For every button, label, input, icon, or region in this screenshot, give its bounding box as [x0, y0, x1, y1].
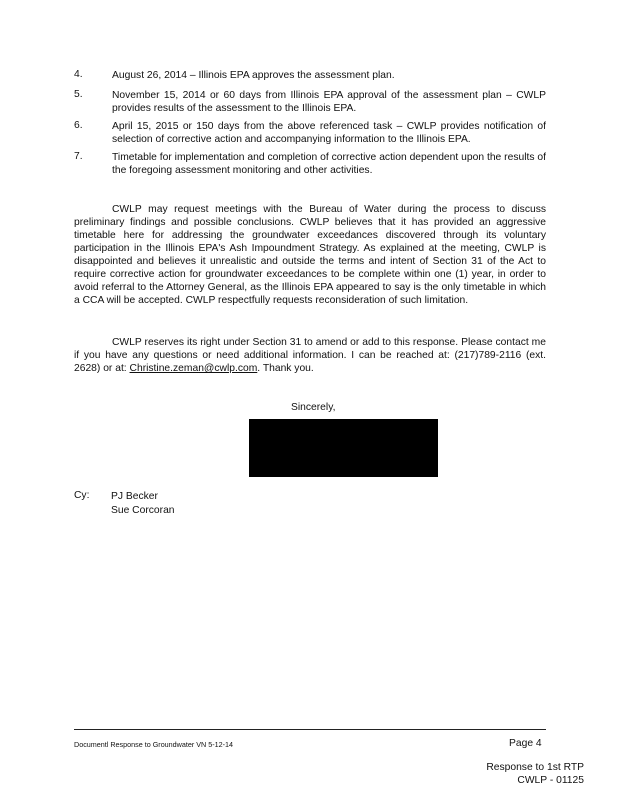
item-text: April 15, 2015 or 150 days from the above referenced task – CWLP provides notification of selection of corrective action and accompanying information to the Illinois EPA. — [112, 121, 546, 145]
item-number: 7. — [74, 151, 83, 162]
footer-document-name: Documentl Response to Groundwater VN 5-12-14 — [74, 740, 234, 749]
item-text: November 15, 2014 or 60 days from Illinois EPA approval of the assessment plan – CWLP provides results of the assessment to the Illinois EPA. — [112, 90, 546, 114]
footer-page-number: Page 4 — [509, 738, 542, 749]
paragraph-reserves — [74, 336, 546, 375]
cc-list — [111, 490, 175, 518]
email-link[interactable]: Christine.zeman@cwlp.com — [129, 363, 258, 374]
cc-name: Sue Corcoran — [111, 505, 175, 516]
cc-name: PJ Becker — [111, 491, 158, 502]
item-number: 4. — [74, 69, 83, 80]
item-number: 6. — [74, 120, 83, 131]
stamp-line-2: CWLP - 01125 — [517, 775, 584, 786]
item-text: Timetable for implementation and completion of corrective action dependent upon the results of the foregoing assessment monitoring and other activities. — [112, 152, 546, 176]
cc-label: Cy: — [74, 490, 90, 501]
item-number: 5. — [74, 89, 83, 100]
footer-rule — [74, 729, 546, 730]
paragraph-meetings: CWLP may request meetings with the Bureau of Water during the process to discuss preliminary findings and possible conclusions. CWLP believes that it has provided an aggressive timetable here for addressing the groundwater exceedances discovered through its voluntary participation in the Illinois EPA's Ash Impoundment Strategy. As explained at the meeting, CWLP is disappointed and believes it unrealistic and outside the terms and intent of Section 31 of the Act to require corrective action for groundwater exceedances to be complete within one (1) year, in order to avoid referral to the Attorney General, as the Illinois EPA appeared to say is the only timetable in which a CCA will be accepted. CWLP respectfully requests reconsideration of such limitation. — [74, 204, 546, 306]
paragraph-text-end: . Thank you. — [257, 363, 314, 374]
redacted-signature — [249, 419, 438, 477]
bates-stamp — [486, 761, 584, 787]
closing-salutation: Sincerely, — [291, 402, 336, 413]
stamp-line-1: Response to 1st RTP — [486, 762, 584, 773]
paragraph-text: CWLP reserves its right under Section 31 to amend or add to this response. Please contact me if you have any questions or need additional information. I can be reached at: (217)789-2116 (ext. 2628) or at: — [74, 337, 546, 374]
item-text: August 26, 2014 – Illinois EPA approves the assessment plan. — [112, 70, 395, 81]
